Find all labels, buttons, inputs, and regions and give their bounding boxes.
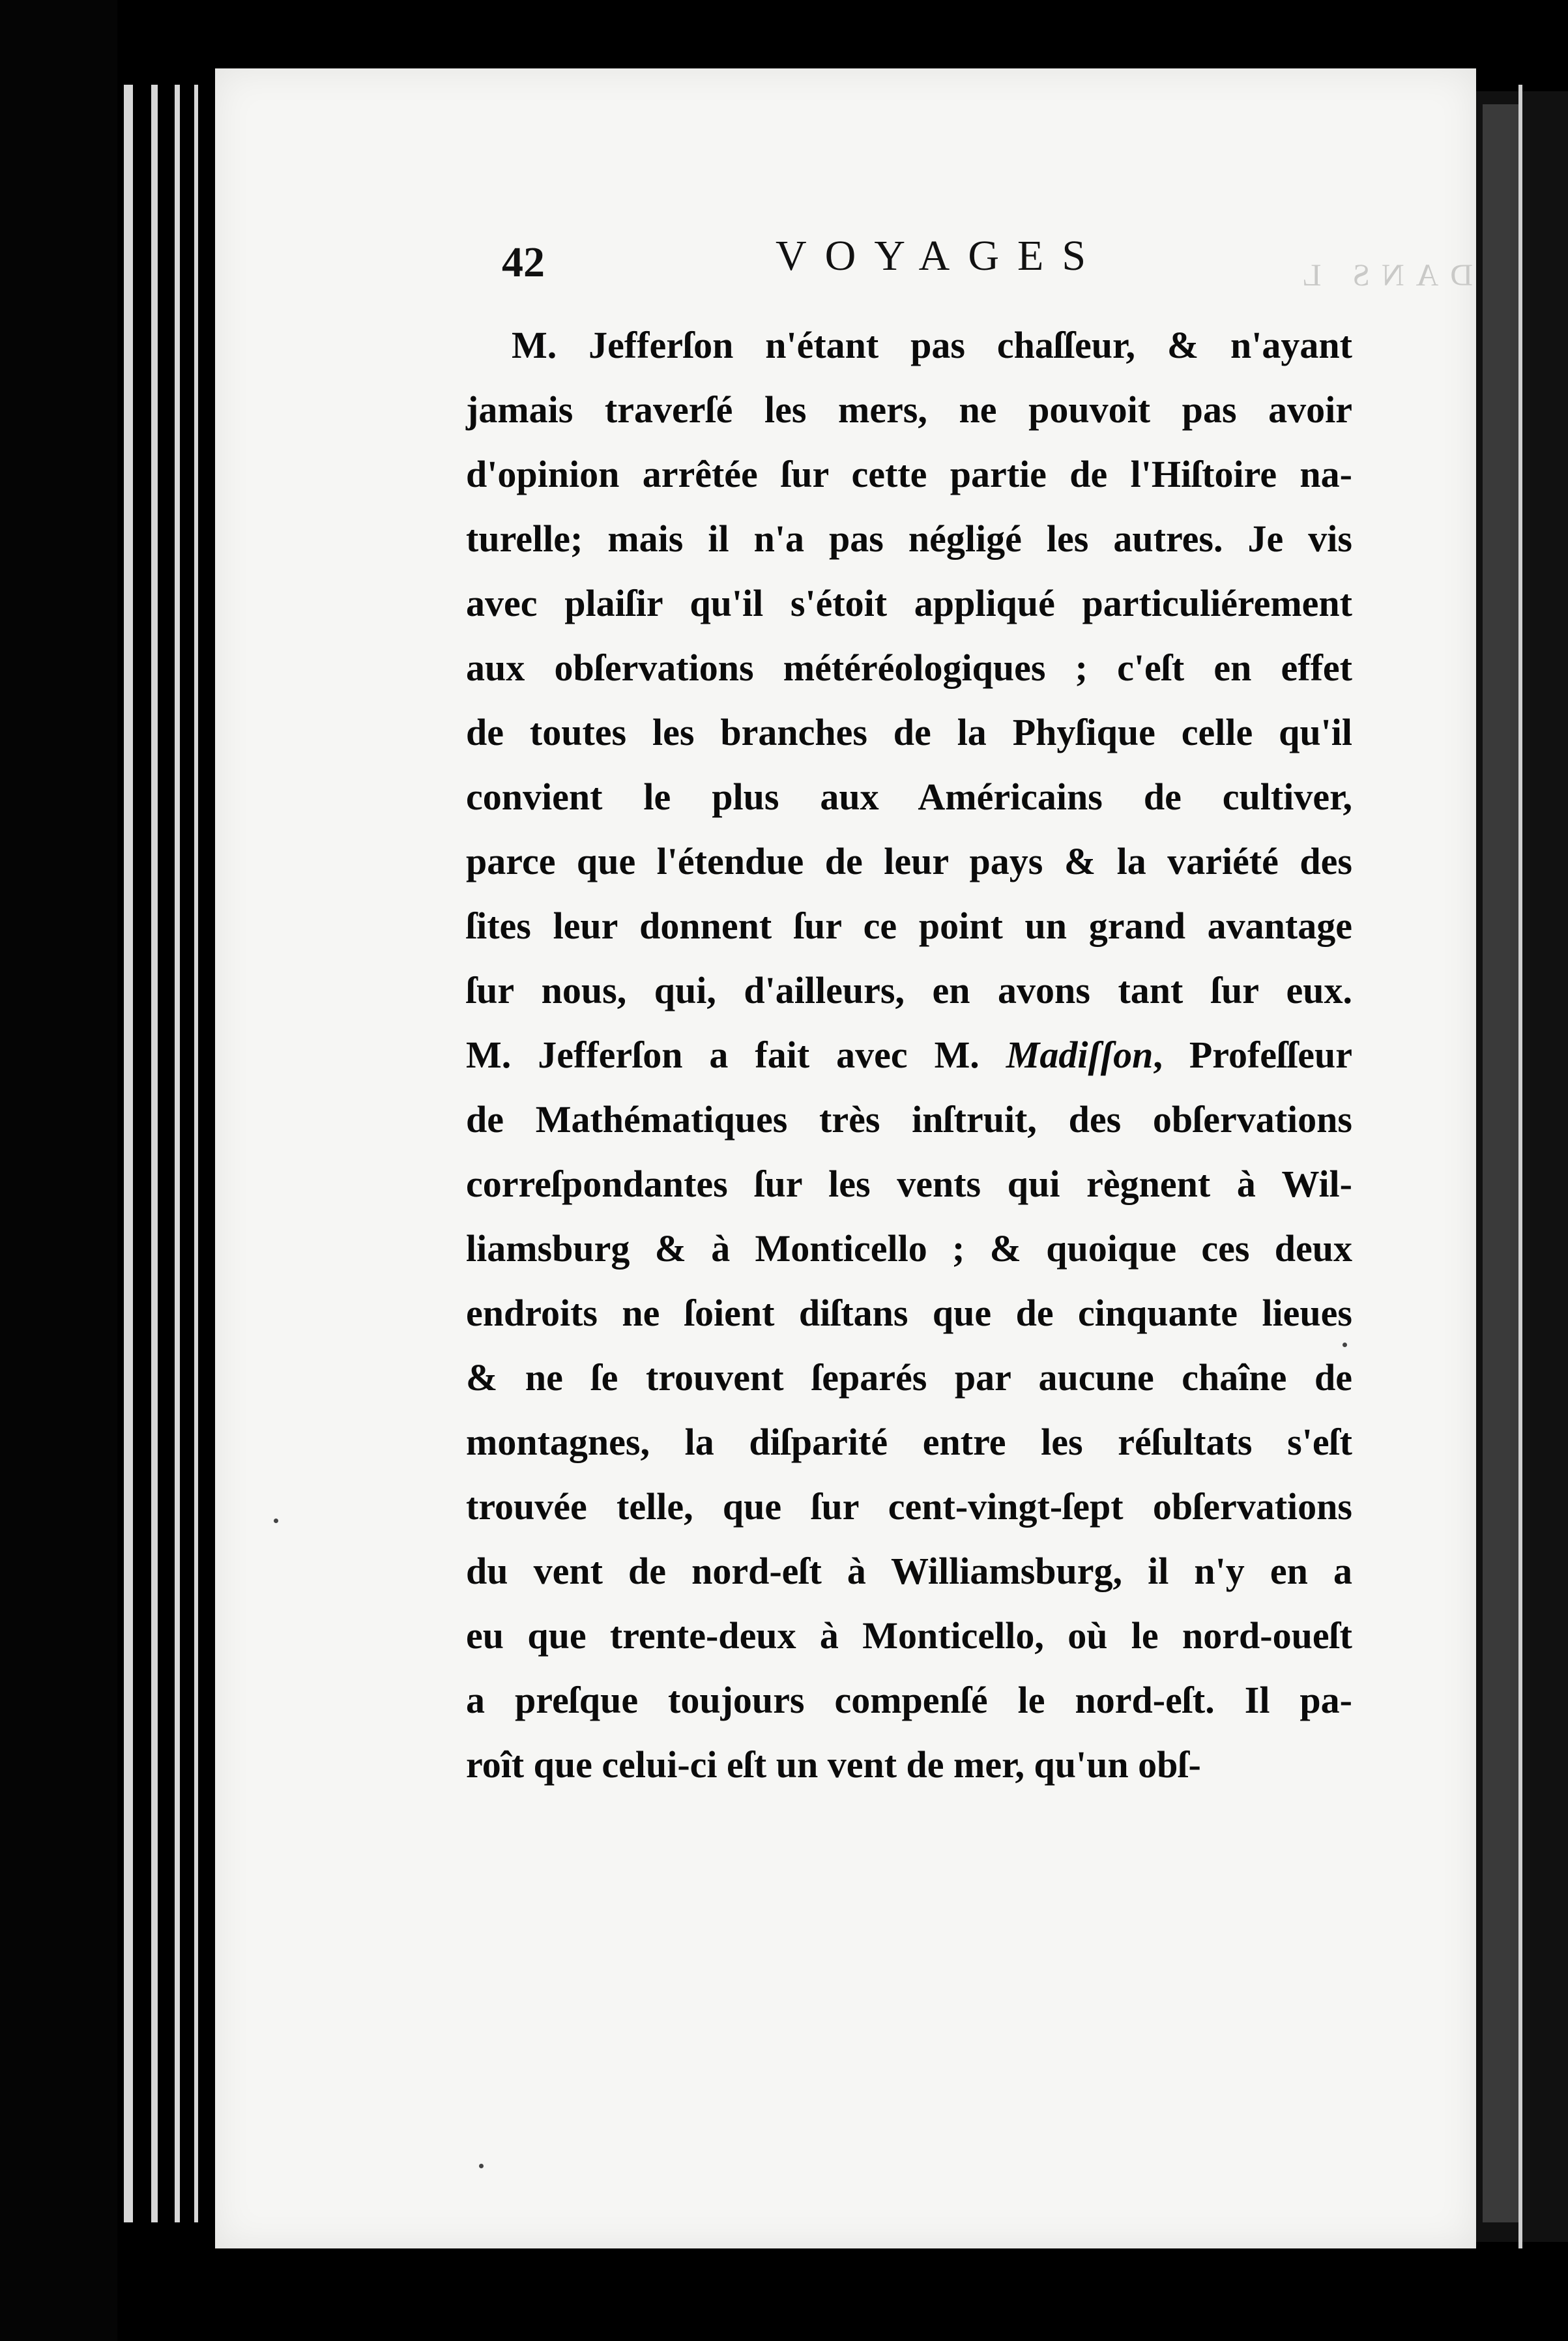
ink-speck: [1343, 1343, 1347, 1347]
text-line: turelle; mais il n'a pas négligé les autres. Je vis: [466, 517, 1352, 560]
text-line: a preſque toujours compenſé le nord-eſt. Il pa-: [466, 1679, 1352, 1721]
ink-speck: [274, 1519, 278, 1523]
text-line: de Mathématiques très inſtruit, des obſervations: [466, 1098, 1352, 1141]
text-line: du vent de nord-eſt à Williamsburg, il n'y en a: [466, 1550, 1352, 1592]
page-number: 42: [502, 239, 545, 286]
page-edge-stripe: [194, 85, 198, 2222]
text-line: liamsburg & à Monticello ; & quoique ces deux: [466, 1227, 1352, 1270]
text-line: eu que trente-deux à Monticello, où le nord-oueſt: [466, 1614, 1352, 1657]
text-line: ſur nous, qui, d'ailleurs, en avons tant ſur eux.: [466, 969, 1352, 1011]
page-edge-stripe: [124, 85, 133, 2222]
text-line: trouvée telle, que ſur cent-vingt-ſept obſervations: [466, 1485, 1352, 1528]
text-line: roît que celui-ci eſt un vent de mer, qu'un obſ-: [466, 1743, 1201, 1786]
text-line: convient le plus aux Américains de cultiver,: [466, 776, 1352, 818]
text-line-with-italic: [466, 1023, 1352, 1087]
text-line: correſpondantes ſur les vents qui règnent à Wil-: [466, 1163, 1352, 1205]
text-line: M. Jefferſon n'étant pas chaſſeur, & n'ayant: [512, 324, 1352, 366]
text-line: aux obſervations météréologiques ; c'eſt en effet: [466, 647, 1352, 689]
text-line: avec plaiſir qu'il s'étoit appliqué particuliérement: [466, 582, 1352, 624]
page-edge-stripe: [1518, 85, 1522, 2248]
ink-speck: [479, 2164, 484, 2168]
italic-name: Madiſſon: [1006, 1034, 1154, 1076]
bleed-through-text: DANS L: [1290, 258, 1474, 293]
facing-page-edge: [1483, 104, 1518, 2222]
text-line: jamais traverſé les mers, ne pouvoit pas avoir: [466, 388, 1352, 431]
text-segment: M. Jefferſon a fait avec M.: [466, 1034, 1006, 1076]
text-line: endroits ne ſoient diſtans que de cinquante lieues: [466, 1292, 1352, 1334]
text-line: montagnes, la diſparité entre les réſultats s'eſt: [466, 1421, 1352, 1463]
text-line: ſites leur donnent ſur ce point un grand avantage: [466, 905, 1352, 947]
running-header: [502, 231, 1474, 303]
page-edge-stripe: [175, 85, 180, 2222]
scan-border-left: [0, 0, 117, 2341]
running-title: VOYAGES: [776, 232, 1105, 280]
body-text: [466, 313, 1352, 1797]
text-line: parce que l'étendue de leur pays & la variété des: [466, 840, 1352, 882]
text-line: de toutes les branches de la Phyſique celle qu'il: [466, 711, 1352, 753]
text-segment: , Profeſſeur: [1153, 1034, 1353, 1076]
text-line: d'opinion arrêtée ſur cette partie de l'Hiſtoire na-: [466, 453, 1352, 495]
page-edge-stripe: [151, 85, 158, 2222]
text-line: & ne ſe trouvent ſeparés par aucune chaîne de: [466, 1356, 1352, 1399]
